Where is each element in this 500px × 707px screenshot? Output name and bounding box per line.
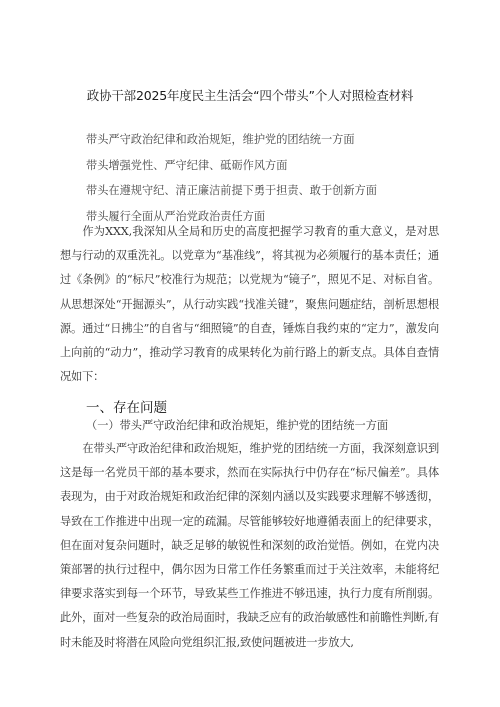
section-heading: 一、存在问题	[86, 400, 167, 416]
body-paragraph: 在带头严守政治纪律和政治规矩，维护党的团结统一方面，我深刻意识到这是每一名党员干部的基本要求，然而在实际执行中仍存在“标尺偏差”。具体表现为，由于对政治规矩和政治纪律的深刻内涵以及实践要求理解不够透彻，导致在工作推进中出现一定的疏漏。尽管能够较好地遵循表面上的纪律要求，但在面对复杂问题时，缺乏足够的敏锐性和深刻的政治觉悟。例如，在党内决策部署的执行过程中，偶尔因为日常工作任务繁重而过于关注效率，未能将纪律要求落实到每一个环节，导致某些工作推进不够迅速，执行力度有所削弱。此外，面对一些复杂的政治局面时，我缺乏应有的政治敏感性和前瞻性判断,有时未能及时将潜在风险向党组织汇报,致使问题被进一步放大,	[60, 442, 439, 649]
toc-item: 带头增强党性、严守纪律、砥砺作风方面	[86, 158, 288, 172]
toc-item: 带头履行全面从严治党政治责任方面	[86, 209, 266, 223]
toc-item: 带头在遵规守纪、清正廉洁前提下勇于担责、敢于创新方面	[86, 184, 377, 197]
toc-item: 带头严守政治纪律和政治规矩，维护党的团结统一方面	[86, 133, 355, 146]
subsection-heading: （一）带头严守政治纪律和政治规矩，维护党的团结统一方面	[86, 419, 389, 432]
document-title: 政协干部2025年度民主生活会“四个带头”个人对照检查材料	[86, 88, 414, 103]
toc-list	[86, 130, 377, 232]
intro-paragraph: 作为XXX,我深知从全局和历史的高度把握学习教育的重大意义，是对思想与行动的双重洗礼。以党章为“基准线”，将其视为必须履行的基本责任；通过《条例》的“标尺”校准行为规范；以党规为“镜子”，照见不足、对标自省。从思想深处“开掘源头”，从行动实践“找准关键”，聚焦问题症结，剖析思想根源。通过“日拂尘”的自省与“细照镜”的自查，锤炼自我约束的“定力”，激发向上向前的“动力”，推动学习教育的成果转化为前行路上的新支点。具体自查情况如下：	[60, 225, 439, 384]
